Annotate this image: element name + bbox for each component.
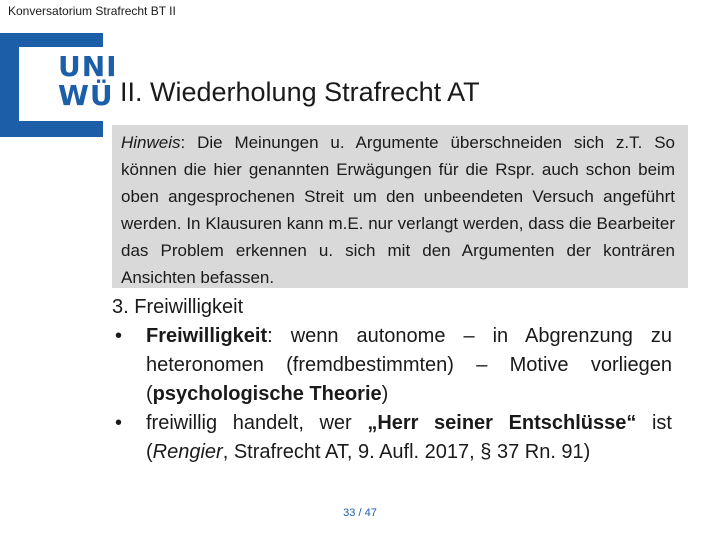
bullet-1-text-a: : wenn autonome – in Abgrenzung zu heteronomen (fremdbestimmten) – Motive vorliegen ( — [146, 325, 672, 405]
section-heading: 3. Freiwilligkeit — [112, 296, 244, 318]
bullet-2-text-b: ist ( — [146, 412, 672, 463]
slide-title: II. Wiederholung Strafrecht AT — [120, 77, 480, 107]
bullet-1-text-b: ) — [381, 383, 389, 405]
bullet-2-text-a: freiwillig handelt, wer — [146, 412, 368, 434]
bullet-marker: • — [115, 412, 123, 434]
note-text — [121, 129, 675, 291]
bullet-2-emphasis: „Herr seiner Entschlüsse“ — [367, 412, 637, 434]
logo-wordmark — [58, 50, 118, 112]
content-section — [112, 293, 672, 467]
term-freiwilligkeit: Freiwilligkeit — [146, 325, 268, 347]
bullet-2-text-c: , Strafrecht AT, 9. Aufl. 2017, § 37 Rn. 91) — [222, 441, 591, 463]
course-header: Konversatorium Strafrecht BT II — [8, 4, 176, 18]
note-body: : Die Meinungen u. Argumente überschneiden sich z.T. So können die hier genannten Erwägungen für die Rspr. auch schon beim oben angesprochenen Streit um den unbeendeten Versuch angeführt werden. In Klausuren kann m.E. nur verlangt werden, dass die Bearbeiter das Problem erkennen u. sich mit den Argumenten der konträren Ansichten befassen. — [121, 133, 675, 287]
logo-line-1: UNI — [58, 50, 118, 83]
bullet-1-emphasis: psychologische Theorie — [152, 383, 382, 405]
logo-line-2: WÜ — [58, 79, 114, 112]
page-number: 33 / 47 — [343, 507, 377, 519]
bullet-item-1 — [112, 322, 672, 409]
cited-author: Rengier — [152, 441, 223, 463]
note-label: Hinweis — [121, 133, 181, 152]
bullet-item-2 — [112, 409, 672, 467]
bullet-marker: • — [115, 325, 123, 347]
